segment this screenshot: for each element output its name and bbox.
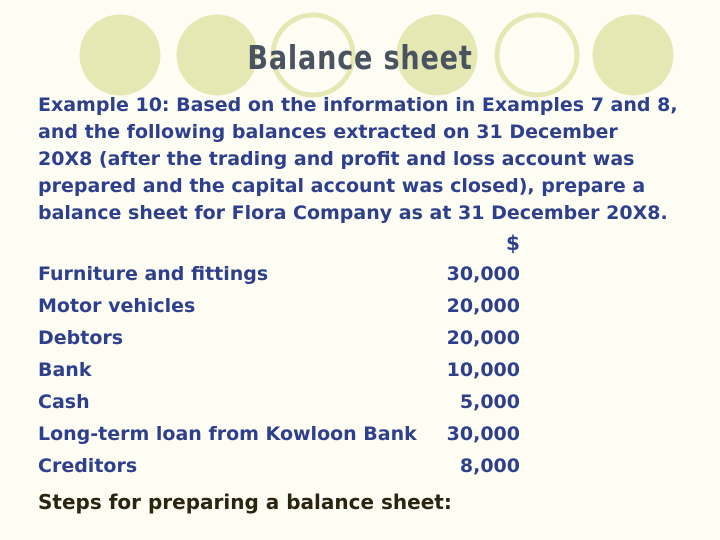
currency-header: $ bbox=[506, 231, 520, 255]
balance-label: Cash bbox=[38, 391, 90, 413]
balance-row bbox=[38, 450, 520, 482]
balance-amount: 5,000 bbox=[459, 391, 520, 413]
balance-amount: 30,000 bbox=[446, 263, 520, 285]
steps-heading: Steps for preparing a balance sheet: bbox=[38, 490, 452, 514]
balance-amount: 30,000 bbox=[446, 423, 520, 445]
balance-row bbox=[38, 354, 520, 386]
balance-row bbox=[38, 322, 520, 354]
balance-row bbox=[38, 386, 520, 418]
example-description: Example 10: Based on the information in Examples 7 and 8, and the following balances extracted on 31 December 20X8 (after the trading and profit and loss account was prepared and the capital account was closed), prepare a balance sheet for Flora Company as at 31 December 20X8. bbox=[38, 94, 678, 224]
balance-row bbox=[38, 290, 520, 322]
balances-list bbox=[38, 258, 520, 482]
balance-amount: 8,000 bbox=[459, 455, 520, 477]
slide-title: Balance sheet bbox=[247, 38, 473, 77]
balance-label: Long-term loan from Kowloon Bank bbox=[38, 423, 417, 445]
balance-amount: 10,000 bbox=[446, 359, 520, 381]
balance-amount: 20,000 bbox=[446, 327, 520, 349]
balance-label: Debtors bbox=[38, 327, 124, 349]
balance-row bbox=[38, 418, 520, 450]
balance-label: Motor vehicles bbox=[38, 295, 196, 317]
balance-label: Creditors bbox=[38, 455, 138, 477]
balance-row bbox=[38, 258, 520, 290]
balance-amount: 20,000 bbox=[446, 295, 520, 317]
balance-label: Bank bbox=[38, 359, 92, 381]
balance-label: Furniture and fittings bbox=[38, 263, 269, 285]
